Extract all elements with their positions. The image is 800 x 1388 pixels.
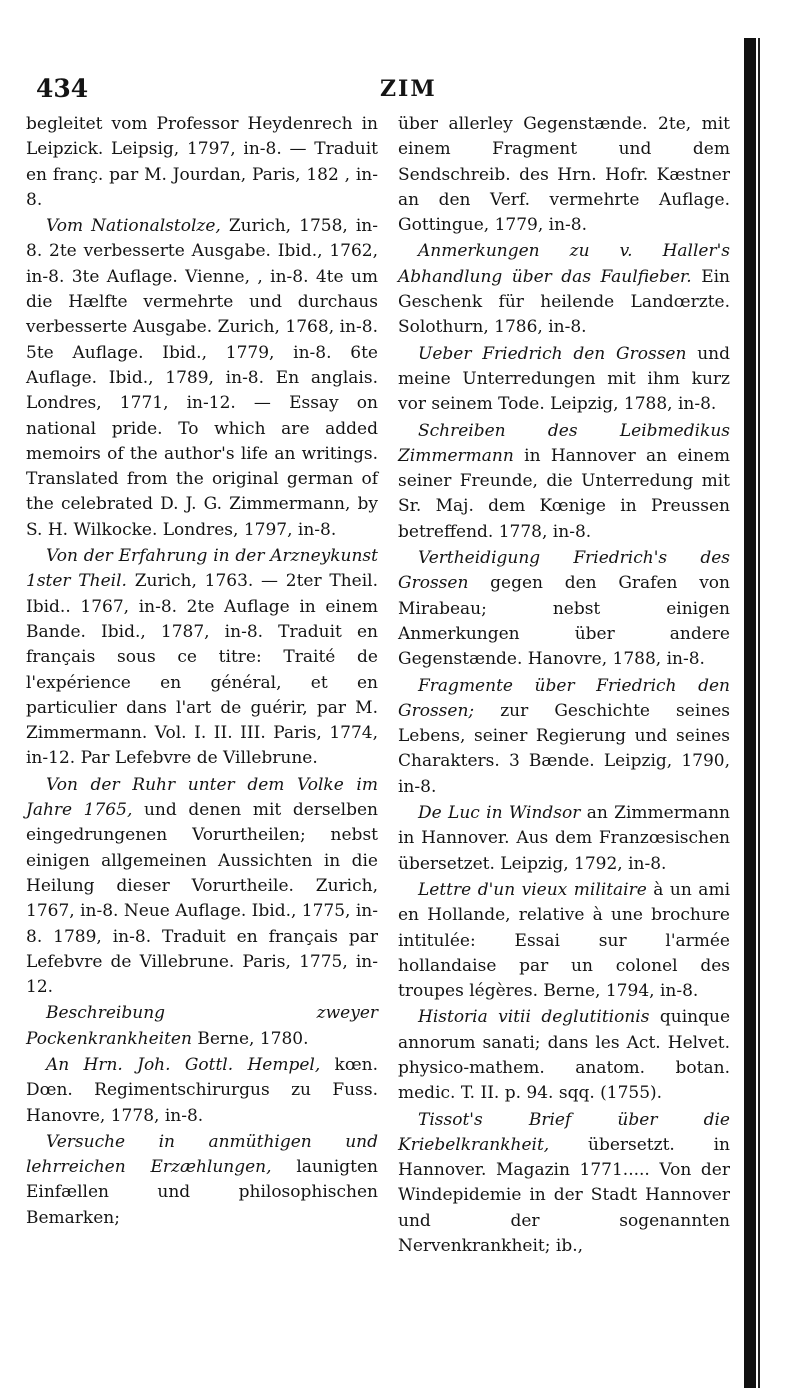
entry-title: An Hrn. Joh. Gottl. Hempel, — [46, 1054, 321, 1075]
entry-text: Berne, 1780. — [197, 1028, 309, 1049]
entry-title: Ueber Friedrich den Grossen — [418, 343, 687, 364]
entry-text: launigten Einfællen und philosophischen Bemarken; — [26, 1157, 378, 1228]
entry-paragraph — [26, 214, 378, 543]
entry-text: gegen den Grafen von Mirabeau; nebst einigen Anmerkungen über andere Gegenstænde. Hanovre, 1788, in-8. — [398, 573, 730, 670]
page-edge-rule — [744, 38, 756, 1388]
entry-title: Fragmente über Friedrich den Grossen; — [398, 675, 730, 721]
page-number: 434 — [36, 74, 89, 103]
entry-paragraph — [398, 546, 730, 672]
entry-paragraph — [26, 544, 378, 772]
entry-title: Lettre d'un vieux militaire — [418, 879, 647, 900]
entry-text: à un ami en Hollande, relative à une brochure intitulée: Essai sur l'armée hollandaise par un colonel des troupes légères. Berne, 1794, in-8. — [398, 879, 731, 1002]
entry-paragraph — [398, 1108, 730, 1260]
entry-paragraph — [26, 1001, 378, 1052]
entry-title: De Luc in Windsor — [418, 803, 581, 824]
entry-paragraph — [398, 1005, 730, 1106]
entry-title: Versuche in anmüthigen und lehrreichen Erzæhlungen, — [26, 1131, 378, 1178]
entry-paragraph — [398, 878, 730, 1004]
entry-title: Von der Erfahrung in der Arzneykunst 1ster Theil. — [26, 546, 378, 592]
entry-paragraph — [26, 112, 378, 213]
entry-title: Beschreibung zweyer Pockenkrankheiten — [26, 1003, 378, 1049]
entry-text: begleitet vom Professor Heydenrech in Leipzick. Leipsig, 1797, in-8. — Traduit en franç. par M. Jourdan, Paris, 182 , in-8. — [26, 114, 378, 210]
entry-paragraph — [26, 773, 378, 1001]
entry-paragraph — [398, 674, 730, 800]
right-column — [398, 112, 730, 1260]
entry-text: und meine Unterredungen mit ihm kurz vor seinem Tode. Leipzig, 1788, in-8. — [398, 343, 731, 415]
entry-title: Historia vitii deglutitionis — [418, 1007, 650, 1028]
entry-text: in Hannover an einem seiner Freunde, die Unterredung mit Sr. Maj. dem Kœnige in Preussen betreffend. 1778, in-8. — [398, 445, 730, 542]
running-head: ZIM — [380, 76, 437, 102]
entry-text: Zurich, 1763. — 2ter Theil. Ibid.. 1767, in-8. 2te Auflage in einem Bande. Ibid., 1787, in-8. Traduit en français sous ce titre: Traité de l'expérience en général, et en particulier dans l'art de guérir, par M. Zimmermann. Vol. I. II. III. Paris, 1774, in-12. Par Lefebvre de Villebrune. — [26, 571, 378, 769]
entry-title: Vertheidigung Friedrich's des Grossen — [398, 548, 730, 594]
page-edge-rule-thin — [758, 38, 760, 1388]
left-column — [26, 112, 378, 1232]
entry-paragraph — [398, 239, 730, 340]
entry-text: Ein Geschenk für heilende Landœrzte. Solothurn, 1786, in-8. — [398, 266, 730, 338]
entry-text: kœn. Dœn. Regimentschirurgus zu Fuss. Hanovre, 1778, in-8. — [26, 1054, 379, 1126]
entry-paragraph — [398, 801, 730, 877]
entry-text: übersetzt. in Hannover. Magazin 1771..... Von der Windepidemie in der Stadt Hannover und der sogenannten Nervenkrankheit; ib., — [398, 1134, 730, 1257]
entry-paragraph — [26, 1053, 378, 1129]
entry-text: zur Geschichte seines Lebens, seiner Regierung und seines Charakters. 3 Bænde. Leipzig, 1790, in-8. — [398, 700, 730, 797]
entry-title: Von der Ruhr unter dem Volke im Jahre 1765, — [26, 774, 378, 821]
entry-text: Zurich, 1758, in-8. 2te verbesserte Ausgabe. Ibid., 1762, in-8. 3te Auflage. Vienne, , in-8. 4te um die Hælfte vermehrte und durchaus verbesserte Ausgabe. Zurich, 1768, in-8. 5te Auflage. Ibid., 1779, in-8. 6te Auflage. Ibid., 1789, in-8. En anglais. Londres, 1771, in-12. — Essay on national pride. To which are added memoirs of the author's life an writings. Translated from the original german of the celebrated D. J. G. Zimmermann, by S. H. Wilkocke. Londres, 1797, in-8. — [26, 216, 378, 540]
entry-title: Anmerkungen zu v. Haller's Abhandlung über das Faulfieber. — [398, 241, 730, 287]
entry-paragraph — [398, 112, 730, 238]
entry-paragraph — [398, 342, 730, 418]
entry-title: Tissot's Brief über die Kriebelkrankheit, — [398, 1109, 730, 1155]
entry-title: Schreiben des Leibmedikus Zimmermann — [398, 420, 730, 466]
entry-title: Vom Nationalstolze, — [46, 216, 221, 237]
entry-text: und denen mit derselben eingedrungenen Vorurtheilen; nebst einigen allgemeinen Aussichten in die Heilung dieser Vorurtheile. Zurich, 1767, in-8. Neue Auflage. Ibid., 1775, in-8. 1789, in-8. Traduit en français par Lefebvre de Villebrune. Paris, 1775, in-12. — [26, 800, 379, 998]
entry-text: über allerley Gegenstænde. 2te, mit einem Fragment und dem Sendschreib. des Hrn. Hofr. Kæstner an den Verf. vermehrte Auflage. Gottingue, 1779, in-8. — [398, 114, 730, 236]
entry-paragraph — [398, 419, 730, 545]
entry-paragraph — [26, 1130, 378, 1231]
entry-text: quinque annorum sanati; dans les Act. Helvet. physico-mathem. anatom. botan. medic. T. II. p. 94. sqq. (1755). — [398, 1007, 730, 1104]
entry-text: an Zimmermann in Hannover. Aus dem Franzœsischen übersetzet. Leipzig, 1792, in-8. — [398, 803, 730, 874]
